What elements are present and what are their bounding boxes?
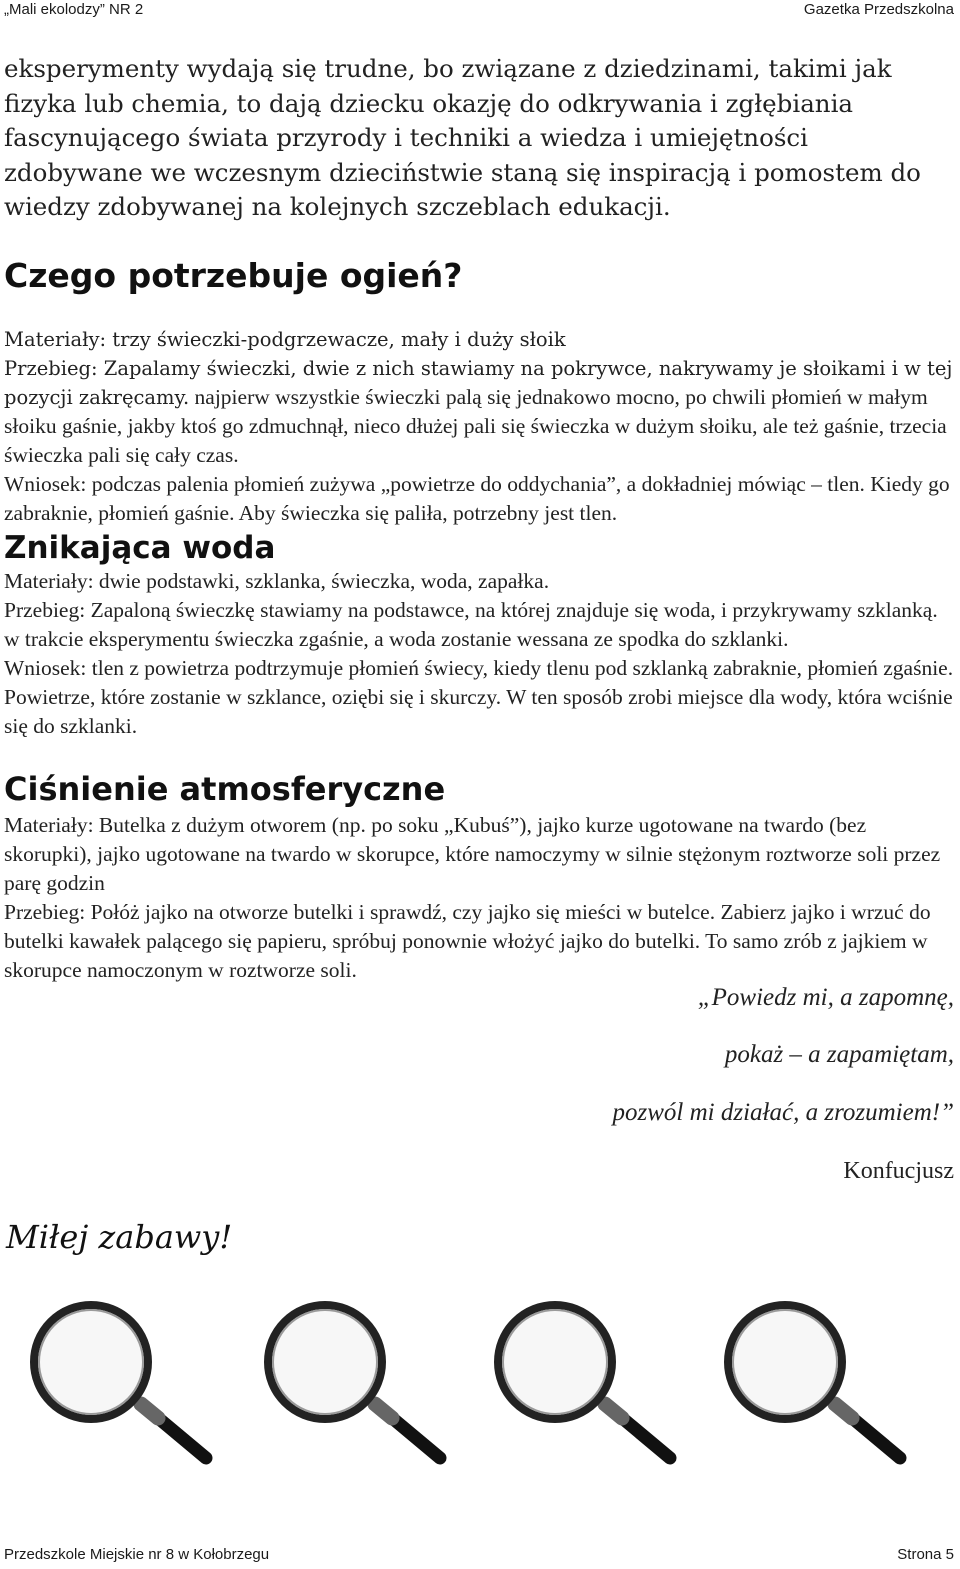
pressure-procedure: Przebieg: Połóż jajko na otworze butelki i sprawdź, czy jajko się mieści w butelce. Zabierz jajko i wrzuć do butelki kawałek palącego się papieru, spróbuj ponownie włożyć jajko do butelki. To samo zrób z jajkiem w skorupce namoczonym w roztworze soli. bbox=[4, 900, 931, 982]
fire-procedure-start: Przebieg: Zapalamy świeczki, dwie z nich stawiamy na pokrywce, nakrywamy je słoikami i w tej pozycji zakręcamy. bbox=[4, 357, 953, 409]
section-pressure-body bbox=[4, 811, 954, 985]
pressure-materials: Materiały: Butelka z dużym otworem (np. po soku „Kubuś”), jajko kurze ugotowane na twardo (bez skorupki), jajko ugotowane na twardo w skorupce, które namoczymy w silnie stężonym roztworze soli przez parę godzin bbox=[4, 813, 941, 895]
water-procedure: Przebieg: Zapaloną świeczkę stawiamy na podstawce, na której znajduje się woda, i przykrywamy szklanką. w trakcie eksperymentu świeczka zgaśnie, a woda zostanie wessana ze spodka do szklanki. bbox=[4, 598, 938, 651]
magnifying-glass-icon bbox=[700, 1300, 920, 1470]
section-water-body bbox=[4, 567, 954, 741]
closing-greeting: Miłej zabawy! bbox=[6, 1218, 233, 1256]
water-conclusion: Wniosek: tlen z powietrza podtrzymuje płomień świecy, kiedy tlenu pod szklanką zabraknie, płomień zgaśnie. Powietrze, które zostanie w szklance, oziębi się i skurczy. W ten sposób zrobi miejsce dla wody, która wciśnie się do szklanki. bbox=[4, 656, 954, 738]
magnifying-glass-icon bbox=[6, 1300, 226, 1470]
fire-procedure bbox=[4, 354, 954, 470]
magnifying-glass-icon bbox=[240, 1300, 460, 1470]
section-title-water: Znikająca woda bbox=[4, 530, 276, 566]
fire-procedure-rest: najpierw wszystkie świeczki palą się jednakowo mocno, po chwili płomień w małym słoiku gaśnie, jakby ktoś go zdmuchnął, nieco dłużej pali się świeczka w dużym słoiku, ale też gaśnie, trzecia świeczka pali się cały czas. bbox=[4, 385, 947, 467]
magnifying-glass-icon bbox=[470, 1300, 690, 1470]
fire-conclusion: Wniosek: podczas palenia płomień zużywa „powietrze do oddychania”, a dokładniej mówiąc – tlen. Kiedy go zabraknie, płomień gaśnie. Aby świeczka się paliła, potrzebny jest tlen. bbox=[4, 472, 950, 525]
newsletter-type: Gazetka Przedszkolna bbox=[803, 1, 954, 18]
intro-paragraph: eksperymenty wydają się trudne, bo związane z dziedzinami, takimi jak fizyka lub chemia, to dają dziecku okazję do odkrywania i zgłębiania fascynującego świata przyrody i techniki a wiedza i umiejętności zdobywane we wczesnym dzieciństwie staną się inspiracją i pomostem do wiedzy zdobywanej na kolejnych szczeblach edukacji. bbox=[4, 54, 921, 221]
quote-line-1: „Powiedz mi, a zapomnę, bbox=[697, 984, 954, 1011]
footer-school: Przedszkole Miejskie nr 8 w Kołobrzegu bbox=[4, 1546, 270, 1563]
newsletter-title: „Mali ekolodzy” NR 2 bbox=[4, 1, 144, 18]
quote-line-3: pozwól mi działać, a zrozumiem!” bbox=[612, 1099, 954, 1126]
quote-author: Konfucjusz bbox=[843, 1158, 954, 1184]
section-title-pressure: Ciśnienie atmosferyczne bbox=[4, 770, 446, 808]
quote-line-2: pokaż – a zapamiętam, bbox=[724, 1041, 954, 1068]
footer-page-number: Strona 5 bbox=[897, 1546, 954, 1563]
section-title-fire: Czego potrzebuje ogień? bbox=[4, 256, 463, 295]
water-materials: Materiały: dwie podstawki, szklanka, świeczka, woda, zapałka. bbox=[4, 569, 550, 593]
page-header bbox=[0, 0, 960, 22]
page-footer bbox=[0, 1546, 960, 1568]
section-fire-body bbox=[4, 325, 954, 528]
fire-materials: Materiały: trzy świeczki-podgrzewacze, mały i duży słoik bbox=[4, 328, 566, 351]
